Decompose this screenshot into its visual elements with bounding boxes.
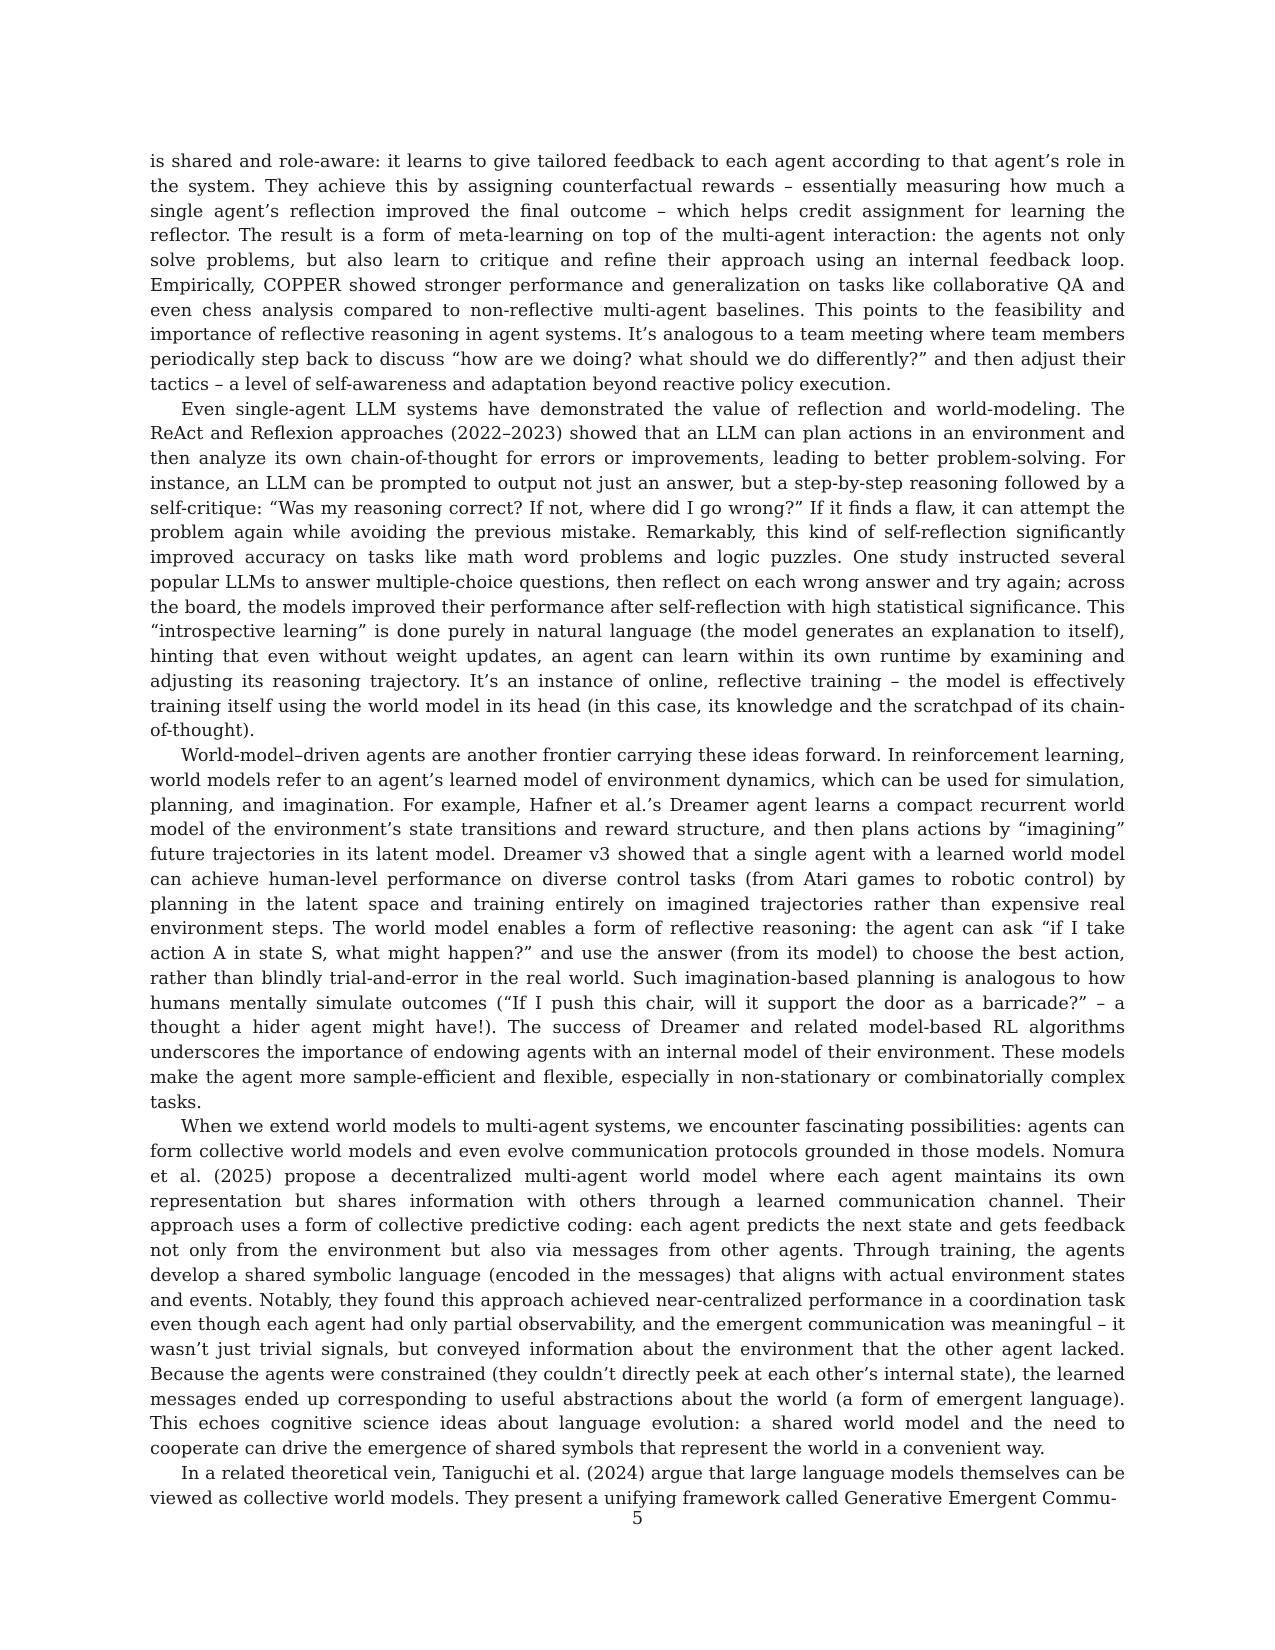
paragraph-single-agent-reflection: Even single-agent LLM systems have demonstrated the value of reflection and world-modeling. The ReAct and Reflexion approaches (2022–2023) showed that an LLM can plan actions in an environment and then analyze its own chain-of-thought for errors or improvements, leading to better problem-solving. For instance, an LLM can be prompted to output not just an answer, but a step-by-step reasoning followed by a self-critique: “Was my reasoning correct? If not, where did I go wrong?” If it finds a flaw, it can attempt the problem again while avoiding the previous mistake. Remarkably, this kind of self-reflection significantly improved accuracy on tasks like math word problems and logic puzzles. One study instructed several popular LLMs to answer multiple-choice questions, then reflect on each wrong answer and try again; across the board, the models improved their performance after self-reflection with high statistical significance. This “introspective learning” is done purely in natural language (the model generates an explanation to itself), hinting that even without weight updates, an agent can learn within its own runtime by examining and adjusting its reasoning trajectory. It’s an instance of online, reflective training – the model is effectively training itself using the world model in its head (in this case, its knowledge and the scratchpad of its chain-of-thought). bbox=[150, 399, 1125, 742]
page-number: 5 bbox=[631, 1509, 644, 1529]
page-body bbox=[150, 150, 1125, 1511]
paragraph-copper-reflection: is shared and role-aware: it learns to give tailored feedback to each agent according to that agent’s role in the system. They achieve this by assigning counterfactual rewards – essentially measuring how much a single agent’s reflection improved the final outcome – which helps credit assignment for learning the reflector. The result is a form of meta-learning on top of the multi-agent interaction: the agents not only solve problems, but also learn to critique and refine their approach using an internal feedback loop. Empirically, COPPER showed stronger performance and generalization on tasks like collaborative QA and even chess analysis compared to non-reflective multi-agent baselines. This points to the feasibility and importance of reflective reasoning in agent systems. It’s analogous to a team meeting where team members periodically step back to discuss “how are we doing? what should we do differently?” and then adjust their tactics – a level of self-awareness and adaptation beyond reactive policy execution. bbox=[150, 152, 1125, 395]
paragraph-world-model-agents: World-model–driven agents are another frontier carrying these ideas forward. In reinforcement learning, world models refer to an agent’s learned model of environment dynamics, which can be used for simulation, planning, and imagination. For example, Hafner et al.’s Dreamer agent learns a compact recurrent world model of the environment’s state transitions and reward structure, and then plans actions by “imagining” future trajectories in its latent model. Dreamer v3 showed that a single agent with a learned world model can achieve human-level performance on diverse control tasks (from Atari games to robotic control) by planning in the latent space and training entirely on imagined trajectories rather than expensive real environment steps. The world model enables a form of reflective reasoning: the agent can ask “if I take action A in state S, what might happen?” and use the answer (from its model) to choose the best action, rather than blindly trial-and-error in the real world. Such imagination-based planning is analogous to how humans mentally simulate outcomes (“If I push this chair, will it support the door as a barricade?” – a thought a hider agent might have!). The success of Dreamer and related model-based RL algorithms underscores the importance of endowing agents with an internal model of their environment. These models make the agent more sample-efficient and flexible, especially in non-stationary or combinatorially complex tasks. bbox=[150, 746, 1125, 1113]
paragraph-collective-world-models: In a related theoretical vein, Taniguchi et al. (2024) argue that large language models themselves can be viewed as collective world models. They present a unifying framework called Generative Emergent Commu- bbox=[150, 1463, 1125, 1509]
paragraph-multi-agent-world-models: When we extend world models to multi-agent systems, we encounter fascinating possibilities: agents can form collective world models and even evolve communication protocols grounded in those models. Nomura et al. (2025) propose a decentralized multi-agent world model where each agent maintains its own representation but shares information with others through a learned communication channel. Their approach uses a form of collective predictive coding: each agent predicts the next state and gets feedback not only from the environment but also via messages from other agents. Through training, the agents develop a shared symbolic language (encoded in the messages) that aligns with actual environment states and events. Notably, they found this approach achieved near-centralized performance in a coordination task even though each agent had only partial observability, and the emergent communication was meaningful – it wasn’t just trivial signals, but conveyed information about the environment that the other agent lacked. Because the agents were constrained (they couldn’t directly peek at each other’s internal state), the learned messages ended up corresponding to useful abstractions about the world (a form of emergent language). This echoes cognitive science ideas about language evolution: a shared world model and the need to cooperate can drive the emergence of shared symbols that represent the world in a convenient way. bbox=[150, 1117, 1125, 1459]
